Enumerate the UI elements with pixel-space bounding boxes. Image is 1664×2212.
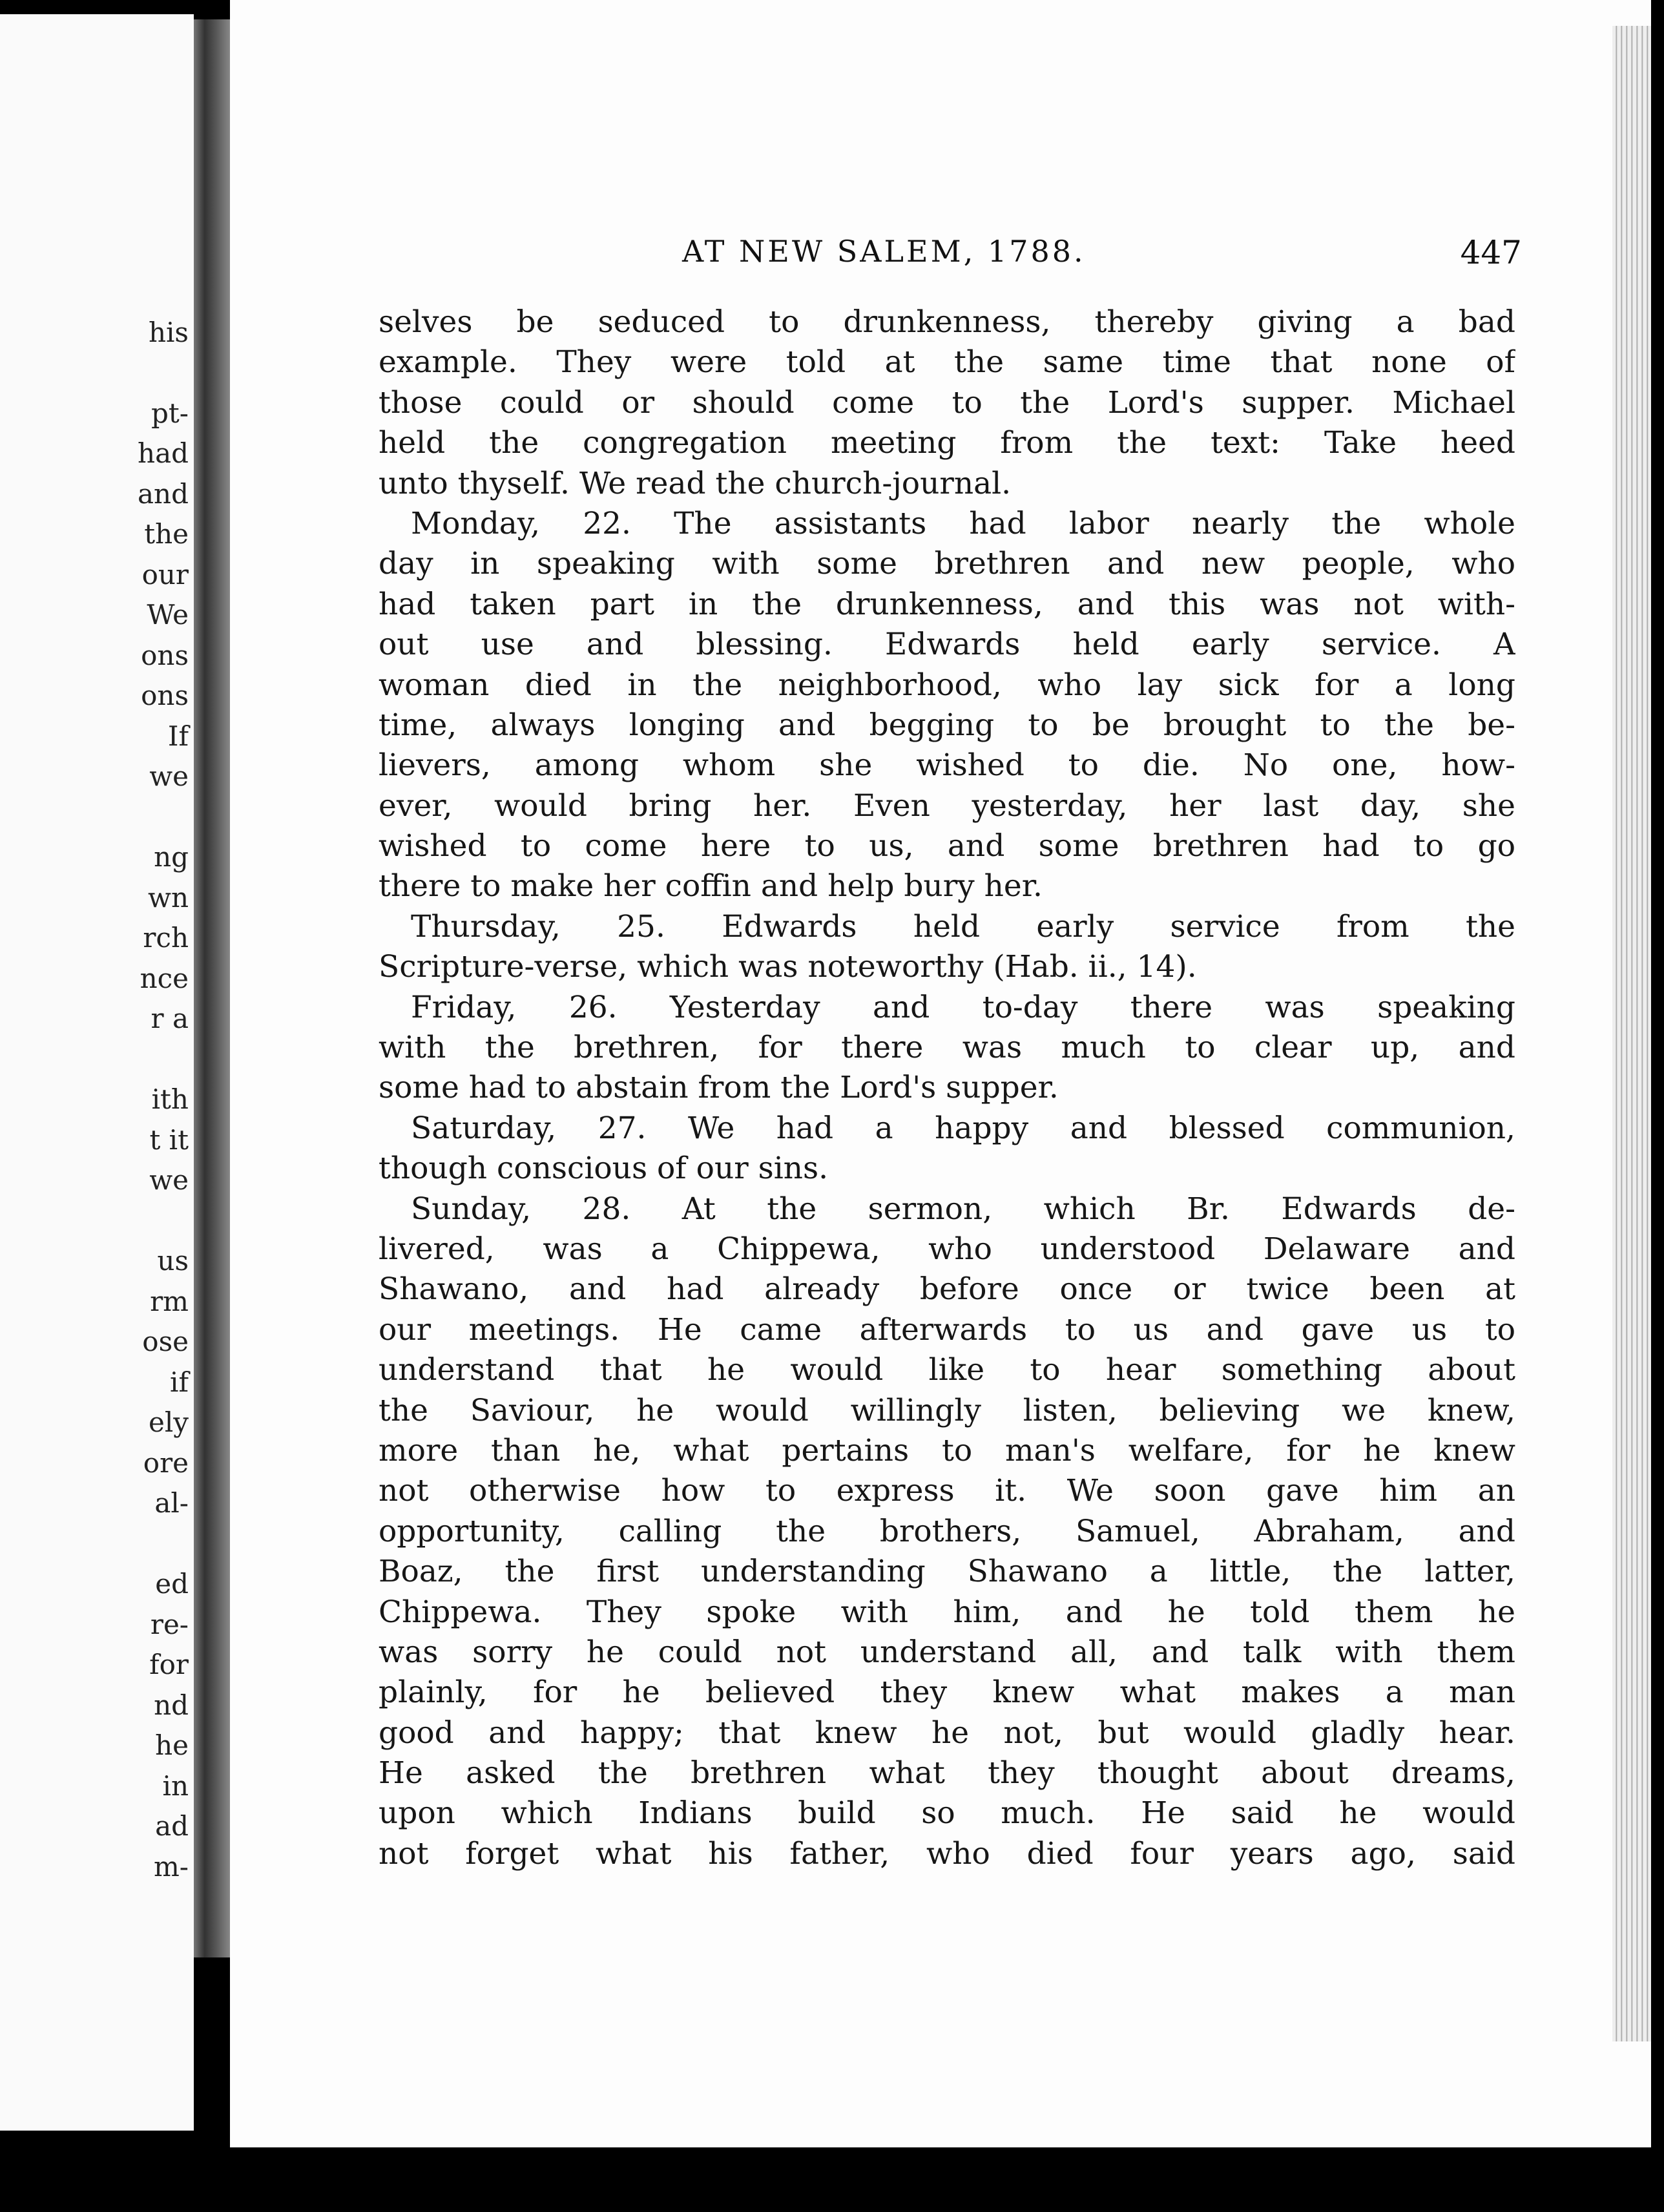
left-fragment: and [138, 478, 189, 510]
text-line: Saturday, 27. We had a happy and blessed communion, [411, 1110, 1515, 1146]
text-line: Shawano, and had already before once or twice been at [379, 1271, 1515, 1308]
text-line: lievers, among whom she wished to die. No one, how- [379, 747, 1515, 784]
left-fragment: he [155, 1729, 189, 1761]
text-line: those could or should come to the Lord's supper. Michael [379, 384, 1515, 421]
left-fragment: ad [155, 1810, 189, 1842]
text-line: held the congregation meeting from the text: Take heed [379, 425, 1515, 461]
text-line: ever, would bring her. Even yesterday, her last day, she [379, 788, 1515, 824]
left-fragment: ore [143, 1447, 189, 1479]
page-edges [1612, 26, 1651, 2041]
book-gutter [194, 19, 230, 1957]
text-line: selves be seduced to drunkenness, thereby giving a bad [379, 304, 1515, 340]
text-line: opportunity, calling the brothers, Samuel, Abraham, and [379, 1513, 1515, 1549]
right-page [230, 0, 1651, 2147]
left-fragment: ons [141, 680, 189, 711]
page-header [682, 234, 1522, 273]
text-line: Chippewa. They spoke with him, and he told them he [379, 1594, 1515, 1630]
text-line: wished to come here to us, and some brethren had to go [379, 828, 1515, 864]
left-fragment: for [149, 1649, 189, 1680]
left-fragment: rch [143, 922, 189, 954]
text-line: not forget what his father, who died four years ago, said [379, 1835, 1515, 1872]
body-text [379, 302, 1515, 1874]
text-line: woman died in the neighborhood, who lay sick for a long [379, 667, 1515, 703]
text-line: example. They were told at the same time that none of [379, 344, 1515, 381]
text-line: with the brethren, for there was much to clear up, and [379, 1030, 1515, 1066]
text-line: Scripture-verse, which was noteworthy (Hab. ii., 14). [379, 949, 1197, 985]
left-fragment: re- [150, 1609, 189, 1640]
left-fragment: r a [151, 1003, 189, 1034]
left-fragment: nce [140, 963, 189, 994]
left-fragment: we [149, 1164, 189, 1196]
text-line: our meetings. He came afterwards to us and gave us to [379, 1311, 1515, 1348]
text-line: had taken part in the drunkenness, and this was not with- [379, 586, 1515, 622]
left-fragment: our [141, 559, 189, 590]
text-line: unto thyself. We read the church-journal. [379, 465, 1012, 501]
left-fragment: had [138, 437, 189, 469]
text-line: was sorry he could not understand all, and talk with them [379, 1634, 1515, 1670]
text-line: Boaz, the first understanding Shawano a little, the latter, [379, 1554, 1515, 1590]
left-facing-page [0, 14, 194, 2131]
left-fragment: ng [154, 841, 189, 873]
text-line: plainly, for he believed they knew what makes a man [379, 1675, 1515, 1711]
left-fragment: ose [142, 1326, 189, 1357]
left-fragment: If [167, 720, 189, 752]
left-fragment: wn [148, 882, 189, 913]
text-line: time, always longing and begging to be brought to the be- [379, 707, 1515, 743]
page-number: 447 [1460, 234, 1522, 271]
left-fragment: us [157, 1245, 189, 1277]
text-line: upon which Indians build so much. He said he would [379, 1795, 1515, 1831]
text-line: Thursday, 25. Edwards held early service from the [411, 908, 1515, 944]
left-fragment: m- [153, 1851, 189, 1883]
left-fragment: the [144, 518, 189, 550]
left-fragment: rm [150, 1286, 189, 1317]
running-title: AT NEW SALEM, 1788. [682, 234, 1086, 269]
left-fragment: pt- [151, 397, 189, 429]
left-fragment: ith [151, 1083, 189, 1115]
left-fragment: nd [154, 1689, 189, 1721]
text-line: the Saviour, he would willingly listen, believing we knew, [379, 1392, 1515, 1428]
left-fragment: if [170, 1366, 189, 1398]
left-fragment: ely [148, 1406, 189, 1438]
text-line: understand that he would like to hear something about [379, 1352, 1515, 1388]
left-fragment: we [149, 760, 189, 792]
text-line: day in speaking with some brethren and new people, who [379, 546, 1515, 582]
left-fragment: We [147, 599, 189, 631]
left-fragment: ons [141, 640, 189, 671]
text-line: He asked the brethren what they thought about dreams, [379, 1755, 1515, 1791]
text-line: though conscious of our sins. [379, 1151, 829, 1187]
text-line: there to make her coffin and help bury her. [379, 868, 1043, 904]
text-line: not otherwise how to express it. We soon gave him an [379, 1473, 1515, 1509]
left-fragment: ed [155, 1568, 189, 1600]
text-line: Sunday, 28. At the sermon, which Br. Edwards de- [411, 1191, 1515, 1227]
text-line: Friday, 26. Yesterday and to-day there was speaking [411, 989, 1515, 1025]
text-line: Monday, 22. The assistants had labor nearly the whole [411, 505, 1515, 541]
left-fragment: t it [149, 1124, 189, 1156]
text-line: more than he, what pertains to man's welfare, for he knew [379, 1432, 1515, 1468]
text-line: out use and blessing. Edwards held early service. A [379, 627, 1515, 663]
text-line: some had to abstain from the Lord's supper. [379, 1070, 1059, 1106]
left-fragment: his [148, 317, 189, 348]
left-fragment: al- [154, 1487, 189, 1519]
left-fragment: in [162, 1770, 189, 1802]
text-line: good and happy; that knew he not, but would gladly hear. [379, 1715, 1515, 1751]
text-line: livered, was a Chippewa, who understood Delaware and [379, 1231, 1515, 1267]
